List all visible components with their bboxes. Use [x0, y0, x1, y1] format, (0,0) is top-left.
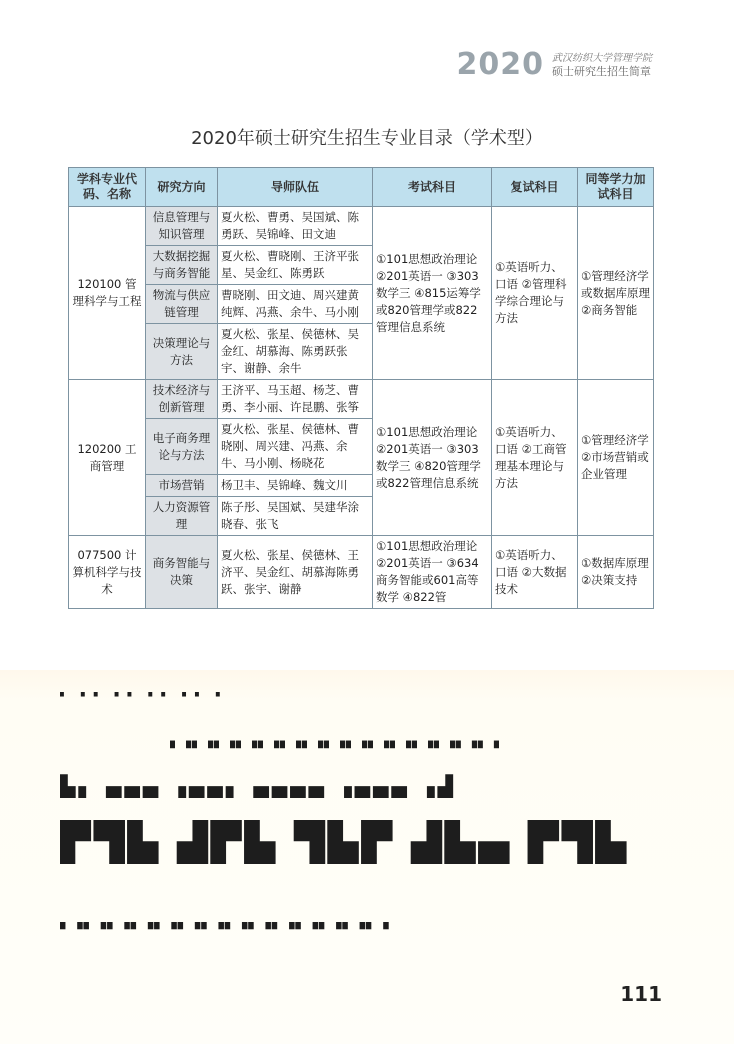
research-direction: 决策理论与方法 [146, 324, 218, 380]
year-logo: 2020 [456, 47, 544, 82]
retest-subjects: ①英语听力、口语 ②工商管理基本理论与方法 [492, 380, 578, 536]
page-title: 2020年硕士研究生招生专业目录（学术型） [191, 128, 543, 149]
unreadable-text: ▘▝▘▝▘▝▘▝▘▝▘▝▘▝▘▝▘▝▘▝▘▝▘▝▘▝▘▝ [60, 922, 390, 938]
tutor-list: 夏火松、曹晓刚、王济平张星、吴金红、陈勇跃 [218, 246, 373, 285]
equivalent-subjects: ①管理经济学或数据库原理 ②商务智能 [578, 207, 654, 380]
table-row [69, 380, 654, 419]
page-number: 111 [620, 982, 662, 1006]
column-header: 考试科目 [373, 168, 492, 207]
catalog-table [68, 167, 654, 609]
table-header-row [69, 168, 654, 207]
retest-subjects: ①英语听力、口语 ②大数据技术 [492, 536, 578, 609]
tutor-list: 夏火松、张星、侯德林、吴金红、胡慕海、陈勇跃张宇、谢静、余牛 [218, 324, 373, 380]
major-code: 120200 工商管理 [69, 380, 146, 536]
page-header [456, 47, 653, 82]
unreadable-text: ▙▖ ▄▄▄ ▗▄▄▖ ▄▄▄▄ ▗▄▄▄ ▗▟ [60, 774, 457, 798]
research-direction: 市场营销 [146, 475, 218, 497]
retest-subjects: ①英语听力、口语 ②管理科学综合理论与方法 [492, 207, 578, 380]
column-header: 复试科目 [492, 168, 578, 207]
brochure-subtitle: 硕士研究生招生简章 [552, 64, 651, 78]
unreadable-text: ▘ ▝ ▘ ▝ ▘ ▝ ▘ ▝ ▘ ▝ [60, 692, 223, 703]
research-direction: 信息管理与知识管理 [146, 207, 218, 246]
table-row [69, 536, 654, 609]
column-header: 学科专业代码、名称 [69, 168, 146, 207]
research-direction: 技术经济与创新管理 [146, 380, 218, 419]
table-row [69, 207, 654, 246]
unreadable-text: ▛▜▙ ▟▛▙ ▜▙▛ ▟▙▄ ▛▜▙ [60, 820, 630, 864]
exam-subjects: ①101思想政治理论 ②201英语一 ③303数学三 ④815运筹学或820管理学或822管理信息系统 [373, 207, 492, 380]
tutor-list: 曹晓刚、田文迪、周兴建黄纯辉、冯燕、余牛、马小刚 [218, 285, 373, 324]
research-direction: 物流与供应链管理 [146, 285, 218, 324]
tutor-list: 杨卫丰、吴锦峰、魏文川 [218, 475, 373, 497]
research-direction: 商务智能与决策 [146, 536, 218, 609]
unreadable-text: ▖▗▖▗▖▗▖▗▖▗▖▗▖▗▖▗▖▗▖▗▖▗▖▗▖▗▖▗▖▗ [170, 734, 500, 749]
exam-subjects: ①101思想政治理论 ②201英语一 ③303数学三 ④820管理学或822管理信息系统 [373, 380, 492, 536]
tutor-list: 陈子彤、吴国斌、吴建华涂晓春、张飞 [218, 497, 373, 536]
exam-subjects: ①101思想政治理论 ②201英语一 ③634商务智能或601高等数学 ④822管 [373, 536, 492, 609]
research-direction: 电子商务理论与方法 [146, 419, 218, 475]
major-code: 077500 计算机科学与技术 [69, 536, 146, 609]
university-name: 武汉纺织大学管理学院 [552, 52, 652, 64]
tutor-list: 夏火松、张星、侯德林、曹晓刚、周兴建、冯燕、余牛、马小刚、杨晓花 [218, 419, 373, 475]
research-direction: 大数据挖掘与商务智能 [146, 246, 218, 285]
column-header: 研究方向 [146, 168, 218, 207]
header-text [552, 52, 652, 79]
major-code: 120100 管理科学与工程 [69, 207, 146, 380]
equivalent-subjects: ①管理经济学 ②市场营销或企业管理 [578, 380, 654, 536]
tutor-list: 夏火松、张星、侯德林、王济平、吴金红、胡慕海陈勇跃、张宇、谢静 [218, 536, 373, 609]
tutor-list: 王济平、马玉超、杨芝、曹勇、李小丽、许昆鹏、张筝 [218, 380, 373, 419]
tutor-list: 夏火松、曹勇、吴国斌、陈勇跃、吴锦峰、田文迪 [218, 207, 373, 246]
research-direction: 人力资源管理 [146, 497, 218, 536]
equivalent-subjects: ①数据库原理 ②决策支持 [578, 536, 654, 609]
column-header: 同等学力加试科目 [578, 168, 654, 207]
column-header: 导师队伍 [218, 168, 373, 207]
